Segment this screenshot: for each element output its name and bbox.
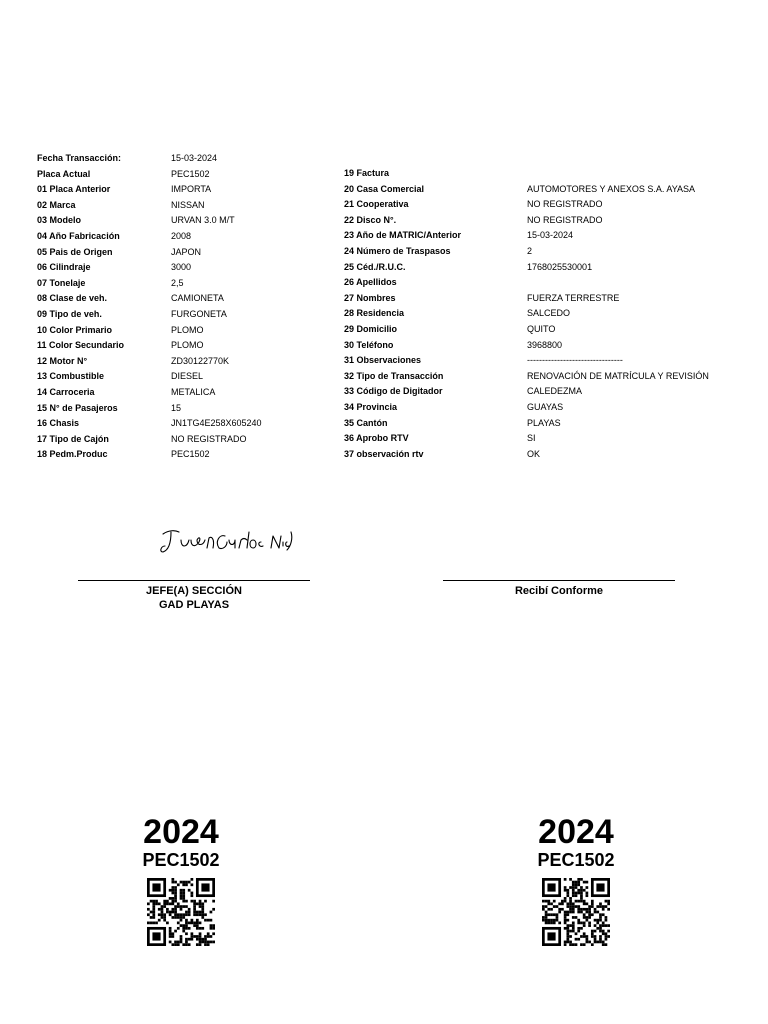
field-label: 07 Tonelaje [37, 277, 86, 288]
field-value: GUAYAS [527, 401, 564, 412]
field-label: 28 Residencia [344, 308, 405, 319]
field-row [37, 323, 337, 339]
field-row [344, 260, 744, 276]
field-row [344, 384, 744, 400]
field-label: Fecha Transacción: [37, 153, 122, 163]
field-value: 2,5 [171, 277, 184, 288]
field-label: 08 Clase de veh. [37, 293, 108, 304]
field-label: 22 Disco N°. [344, 214, 397, 225]
field-row [37, 416, 337, 432]
field-value: PEC1502 [171, 449, 210, 460]
field-value: -------------------------------- [527, 355, 623, 366]
field-row [344, 244, 744, 260]
field-value: PLOMO [171, 324, 204, 335]
signature-caption-right-line1: Recibí Conforme [514, 585, 603, 597]
field-row [37, 432, 337, 448]
field-row [37, 401, 337, 417]
field-label: 03 Modelo [37, 215, 82, 226]
signature-caption-left [78, 584, 310, 612]
field-value: ZD30122770K [171, 355, 230, 366]
field-row [344, 338, 744, 354]
field-label: 25 Céd./R.U.C. [344, 261, 406, 272]
field-value: IMPORTA [171, 184, 212, 195]
field-label: 05 Pais de Origen [37, 246, 113, 257]
field-label: 01 Placa Anterior [37, 184, 111, 195]
field-value: 15-03-2024 [527, 230, 574, 241]
field-label: Placa Actual [37, 168, 91, 179]
field-label: 27 Nombres [344, 292, 396, 303]
field-row [37, 229, 337, 245]
field-row [37, 213, 337, 229]
field-row [344, 416, 744, 432]
sticker-year: 2024 [143, 813, 219, 851]
field-value: NO REGISTRADO [527, 199, 603, 210]
signature-line-left [78, 580, 310, 581]
field-value: CAMIONETA [171, 293, 224, 304]
field-value: RENOVACIÓN DE MATRÍCULA Y REVISIÓN [527, 370, 709, 381]
field-value: CALEDEZMA [527, 386, 583, 397]
field-value: DIESEL [171, 371, 204, 382]
field-label: 13 Combustible [37, 371, 105, 382]
field-row [344, 369, 744, 385]
field-label: 18 Pedm.Produc [37, 449, 108, 460]
field-value: FUERZA TERRESTRE [527, 292, 620, 303]
field-label: 11 Color Secundario [37, 340, 125, 351]
field-label: 35 Cantón [344, 417, 388, 428]
field-label: 17 Tipo de Cajón [37, 433, 109, 444]
field-value: JAPON [171, 246, 202, 257]
field-label: 29 Domicilio [344, 323, 398, 334]
field-value: PEC1502 [171, 168, 210, 179]
field-row [37, 167, 337, 183]
field-row [37, 198, 337, 214]
field-value: SI [527, 433, 536, 444]
field-label: 30 Teléfono [344, 339, 394, 350]
plate-sticker-right [516, 814, 636, 946]
sticker-year: 2024 [538, 813, 614, 851]
field-value: NO REGISTRADO [527, 214, 603, 225]
signature-caption-right [443, 584, 675, 598]
field-label: 19 Factura [344, 168, 390, 178]
field-label: 02 Marca [37, 199, 76, 210]
field-label: 26 Apellidos [344, 277, 397, 288]
field-row [37, 245, 337, 261]
field-value: METALICA [171, 386, 216, 397]
field-label: 04 Año Fabricación [37, 230, 120, 241]
field-label: 14 Carroceria [37, 386, 95, 397]
field-label: 12 Motor N° [37, 355, 88, 366]
field-row [344, 353, 744, 369]
field-value: 1768025530001 [527, 261, 593, 272]
field-row [37, 354, 337, 370]
qr-code-icon [541, 878, 611, 946]
field-row [344, 400, 744, 416]
field-label: 36 Aprobo RTV [344, 433, 409, 444]
field-row [344, 447, 744, 463]
qr-code-icon [146, 878, 216, 946]
field-value: PLOMO [171, 340, 204, 351]
field-label: 32 Tipo de Transacción [344, 370, 444, 381]
field-value: 3968800 [527, 339, 563, 350]
field-label: 33 Código de Digitador [344, 386, 443, 397]
vehicle-fields-left [37, 151, 337, 463]
signature-caption-left-line2: GAD PLAYAS [158, 599, 230, 611]
field-value: PLAYAS [527, 417, 561, 428]
signature-caption-left-line1: JEFE(A) SECCIÓN [146, 585, 242, 597]
field-row [344, 275, 744, 291]
field-value: AUTOMOTORES Y ANEXOS S.A. AYASA [527, 183, 696, 194]
field-row [37, 276, 337, 292]
field-row [344, 182, 744, 198]
field-row [37, 369, 337, 385]
field-label: 10 Color Primario [37, 324, 113, 335]
field-row [344, 431, 744, 447]
field-label: 34 Provincia [344, 401, 398, 412]
field-row [344, 197, 744, 213]
field-label: 20 Casa Comercial [344, 183, 425, 194]
field-label: 37 observación rtv [344, 448, 424, 459]
field-label: 09 Tipo de veh. [37, 308, 102, 319]
field-value: 15-03-2024 [171, 153, 218, 163]
field-value: 3000 [171, 262, 192, 273]
field-row [37, 385, 337, 401]
field-label: 16 Chasis [37, 418, 80, 429]
field-row [344, 306, 744, 322]
field-row [344, 166, 744, 182]
plate-sticker-left [121, 814, 241, 946]
field-row [37, 447, 337, 463]
field-label: 15 N° de Pasajeros [37, 402, 118, 413]
field-value: 15 [171, 402, 182, 413]
field-row [344, 213, 744, 229]
field-value: 2 [527, 245, 533, 256]
field-row [37, 151, 337, 167]
field-label: 23 Año de MATRIC/Anterior [344, 230, 462, 241]
field-value: URVAN 3.0 M/T [171, 215, 235, 226]
vehicle-fields-right [344, 166, 744, 462]
field-value: NISSAN [171, 199, 205, 210]
field-label: 31 Observaciones [344, 355, 422, 366]
field-value: QUITO [527, 323, 556, 334]
handwritten-signature [155, 512, 295, 562]
field-row [344, 291, 744, 307]
field-value: SALCEDO [527, 308, 571, 319]
field-label: 06 Cilindraje [37, 262, 91, 273]
field-value: JN1TG4E258X605240 [171, 418, 262, 429]
field-row [37, 291, 337, 307]
field-row [37, 307, 337, 323]
field-row [344, 228, 744, 244]
signature-line-right [443, 580, 675, 581]
field-value: 2008 [171, 230, 192, 241]
field-row [37, 260, 337, 276]
field-row [37, 182, 337, 198]
field-row [344, 322, 744, 338]
field-value: OK [527, 448, 541, 459]
sticker-plate: PEC1502 [142, 850, 220, 870]
field-label: 24 Número de Traspasos [344, 245, 451, 256]
field-row [37, 338, 337, 354]
field-value: FURGONETA [171, 308, 227, 319]
field-label: 21 Cooperativa [344, 199, 409, 210]
field-value: NO REGISTRADO [171, 433, 247, 444]
sticker-plate: PEC1502 [537, 850, 615, 870]
